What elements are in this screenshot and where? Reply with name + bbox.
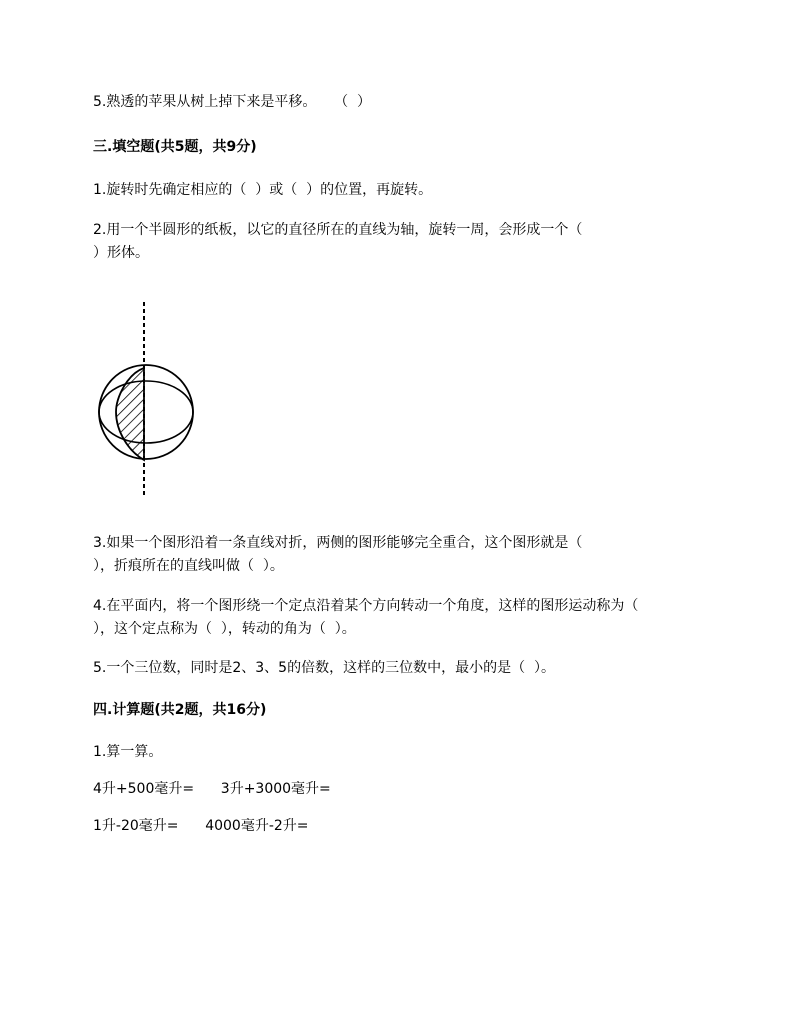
section-4-question-1-title: 1.算一算。 bbox=[93, 744, 163, 760]
section-3-question-4-line-1: 4.在平面内，将一个图形绕一个定点沿着某个方向转动一个角度，这样的图形运动称为（ bbox=[93, 598, 639, 614]
sphere-diagram bbox=[94, 300, 204, 498]
sphere-equator bbox=[99, 381, 193, 443]
calc-row-1: 4升+500毫升= 3升+3000毫升= bbox=[93, 781, 331, 797]
section-3-question-4-line-2: ），这个定点称为（ ），转动的角为（ ）。 bbox=[93, 621, 356, 637]
sphere-outline bbox=[99, 365, 193, 459]
sphere-rotation-figure bbox=[94, 300, 204, 502]
section-3-question-2-line-2: ）形体。 bbox=[93, 245, 149, 261]
hatched-semicircle bbox=[116, 368, 144, 460]
section-3-question-1: 1.旋转时先确定相应的（ ）或（ ）的位置，再旋转。 bbox=[93, 182, 433, 198]
section-3-question-3-line-2: ），折痕所在的直线叫做（ ）。 bbox=[93, 558, 284, 574]
question-5-previous: 5.熟透的苹果从树上掉下来是平移。 （ ） bbox=[93, 94, 372, 110]
section-3-question-3-line-1: 3.如果一个图形沿着一条直线对折，两侧的图形能够完全重合，这个图形就是（ bbox=[93, 535, 583, 551]
section-3-question-5: 5.一个三位数，同时是2、3、5的倍数，这样的三位数中，最小的是（ ）。 bbox=[93, 660, 555, 676]
section-3-heading: 三.填空题(共5题，共9分) bbox=[93, 139, 257, 155]
section-3-question-2-line-1: 2.用一个半圆形的纸板，以它的直径所在的直线为轴，旋转一周，会形成一个（ bbox=[93, 222, 583, 238]
calc-row-2: 1升-20毫升= 4000毫升-2升= bbox=[93, 818, 309, 834]
section-4-heading: 四.计算题(共2题，共16分) bbox=[93, 702, 267, 718]
